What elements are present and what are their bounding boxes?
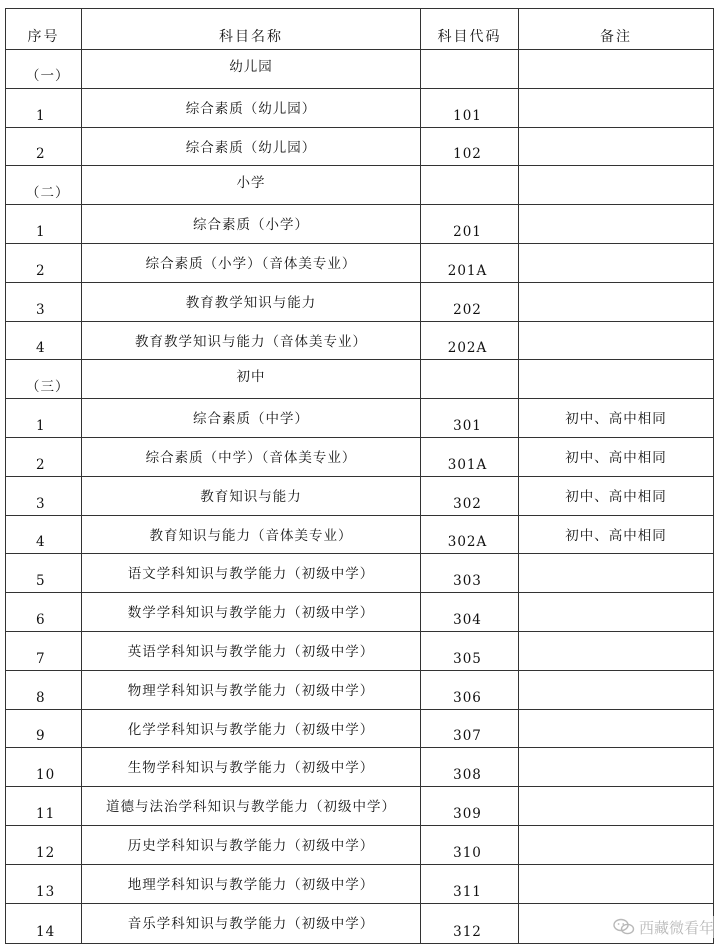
seq-cell: 12 xyxy=(6,825,82,864)
subject-code-cell: 302 xyxy=(421,476,519,515)
note-cell xyxy=(519,554,714,593)
subject-name-cell: 综合素质（幼儿园） xyxy=(82,88,421,127)
note-cell xyxy=(519,205,714,244)
table-row xyxy=(6,670,714,709)
section-row xyxy=(6,360,714,399)
subject-name-cell: 教育知识与能力（音体美专业） xyxy=(82,515,421,554)
watermark-text: 西藏微看年 xyxy=(638,918,714,937)
subject-name-cell: 综合素质（幼儿园） xyxy=(82,127,421,166)
subject-name-cell: 道德与法治学科知识与教学能力（初级中学） xyxy=(82,787,421,826)
seq-cell: （三） xyxy=(6,360,82,399)
seq-cell: 4 xyxy=(6,321,82,360)
subject-code-cell: 304 xyxy=(421,593,519,632)
header-code: 科目代码 xyxy=(421,9,519,50)
table-row xyxy=(6,903,714,943)
table-row xyxy=(6,825,714,864)
subject-code-cell: 308 xyxy=(421,748,519,787)
seq-cell: 1 xyxy=(6,399,82,438)
table-body xyxy=(6,50,714,944)
seq-cell: 7 xyxy=(6,631,82,670)
subject-name-cell: 初中 xyxy=(82,360,421,399)
subject-code-cell: 301 xyxy=(421,399,519,438)
subject-name-cell: 语文学科知识与教学能力（初级中学） xyxy=(82,554,421,593)
seq-cell: 3 xyxy=(6,476,82,515)
note-cell xyxy=(519,166,714,205)
table-row xyxy=(6,709,714,748)
subject-code-cell xyxy=(421,50,519,89)
table-row xyxy=(6,787,714,826)
subject-code-cell: 201A xyxy=(421,243,519,282)
table-row xyxy=(6,593,714,632)
subject-name-cell: 综合素质（中学） xyxy=(82,399,421,438)
table-row xyxy=(6,127,714,166)
note-cell xyxy=(519,282,714,321)
note-cell xyxy=(519,321,714,360)
table-row xyxy=(6,243,714,282)
note-cell xyxy=(519,709,714,748)
subject-code-cell: 303 xyxy=(421,554,519,593)
subject-name-cell: 综合素质（小学）（音体美专业） xyxy=(82,243,421,282)
subject-name-cell: 数学学科知识与教学能力（初级中学） xyxy=(82,593,421,632)
subject-name-cell: 音乐学科知识与教学能力（初级中学） xyxy=(82,903,421,943)
subject-name-cell: 英语学科知识与教学能力（初级中学） xyxy=(82,631,421,670)
note-cell xyxy=(519,127,714,166)
seq-cell: 1 xyxy=(6,205,82,244)
note-cell xyxy=(519,50,714,89)
seq-cell: 2 xyxy=(6,437,82,476)
seq-cell: 10 xyxy=(6,748,82,787)
table-row xyxy=(6,321,714,360)
table-row xyxy=(6,399,714,438)
table-row xyxy=(6,631,714,670)
note-cell: 初中、高中相同 xyxy=(519,437,714,476)
subject-name-cell: 化学学科知识与教学能力（初级中学） xyxy=(82,709,421,748)
seq-cell: 13 xyxy=(6,864,82,903)
subject-name-cell: 教育教学知识与能力（音体美专业） xyxy=(82,321,421,360)
subject-code-cell: 311 xyxy=(421,864,519,903)
subject-code-cell: 309 xyxy=(421,787,519,826)
note-cell xyxy=(519,631,714,670)
table-row xyxy=(6,205,714,244)
note-cell: 初中、高中相同 xyxy=(519,515,714,554)
subject-code-cell: 202A xyxy=(421,321,519,360)
section-row xyxy=(6,50,714,89)
subject-name-cell: 地理学科知识与教学能力（初级中学） xyxy=(82,864,421,903)
note-cell: 初中、高中相同 xyxy=(519,399,714,438)
subjects-table xyxy=(5,8,714,944)
table-row xyxy=(6,282,714,321)
subject-code-cell xyxy=(421,360,519,399)
subject-code-cell xyxy=(421,166,519,205)
note-cell xyxy=(519,360,714,399)
subject-name-cell: 教育教学知识与能力 xyxy=(82,282,421,321)
table-row xyxy=(6,476,714,515)
header-row xyxy=(6,9,714,50)
subject-name-cell: 综合素质（小学） xyxy=(82,205,421,244)
subject-code-cell: 312 xyxy=(421,903,519,943)
subject-name-cell: 小学 xyxy=(82,166,421,205)
header-seq: 序号 xyxy=(6,9,82,50)
seq-cell: 4 xyxy=(6,515,82,554)
subject-name-cell: 综合素质（中学）（音体美专业） xyxy=(82,437,421,476)
subject-code-cell: 307 xyxy=(421,709,519,748)
subject-code-cell: 201 xyxy=(421,205,519,244)
seq-cell: 5 xyxy=(6,554,82,593)
subject-code-cell: 301A xyxy=(421,437,519,476)
subject-name-cell: 教育知识与能力 xyxy=(82,476,421,515)
subject-name-cell: 历史学科知识与教学能力（初级中学） xyxy=(82,825,421,864)
subject-name-cell: 物理学科知识与教学能力（初级中学） xyxy=(82,670,421,709)
subject-code-cell: 101 xyxy=(421,88,519,127)
seq-cell: 9 xyxy=(6,709,82,748)
watermark xyxy=(611,916,716,938)
note-cell xyxy=(519,593,714,632)
table-row xyxy=(6,748,714,787)
table-row xyxy=(6,88,714,127)
header-note: 备注 xyxy=(519,9,714,50)
subject-name-cell: 生物学科知识与教学能力（初级中学） xyxy=(82,748,421,787)
seq-cell: 14 xyxy=(6,903,82,943)
subject-code-cell: 302A xyxy=(421,515,519,554)
subject-code-cell: 306 xyxy=(421,670,519,709)
note-cell xyxy=(519,787,714,826)
subject-name-cell: 幼儿园 xyxy=(82,50,421,89)
note-cell xyxy=(519,670,714,709)
wechat-icon xyxy=(613,918,635,936)
subject-code-cell: 310 xyxy=(421,825,519,864)
subject-code-cell: 202 xyxy=(421,282,519,321)
section-row xyxy=(6,166,714,205)
seq-cell: 6 xyxy=(6,593,82,632)
header-name: 科目名称 xyxy=(82,9,421,50)
seq-cell: 11 xyxy=(6,787,82,826)
table-row xyxy=(6,554,714,593)
note-cell xyxy=(519,88,714,127)
subject-code-cell: 305 xyxy=(421,631,519,670)
table-row xyxy=(6,515,714,554)
note-cell xyxy=(519,748,714,787)
seq-cell: 8 xyxy=(6,670,82,709)
seq-cell: 3 xyxy=(6,282,82,321)
seq-cell: （二） xyxy=(6,166,82,205)
seq-cell: 2 xyxy=(6,243,82,282)
table-row xyxy=(6,864,714,903)
note-cell xyxy=(519,243,714,282)
note-cell: 初中、高中相同 xyxy=(519,476,714,515)
seq-cell: 2 xyxy=(6,127,82,166)
subject-code-cell: 102 xyxy=(421,127,519,166)
table-row xyxy=(6,437,714,476)
seq-cell: （一） xyxy=(6,50,82,89)
note-cell xyxy=(519,864,714,903)
note-cell xyxy=(519,825,714,864)
seq-cell: 1 xyxy=(6,88,82,127)
